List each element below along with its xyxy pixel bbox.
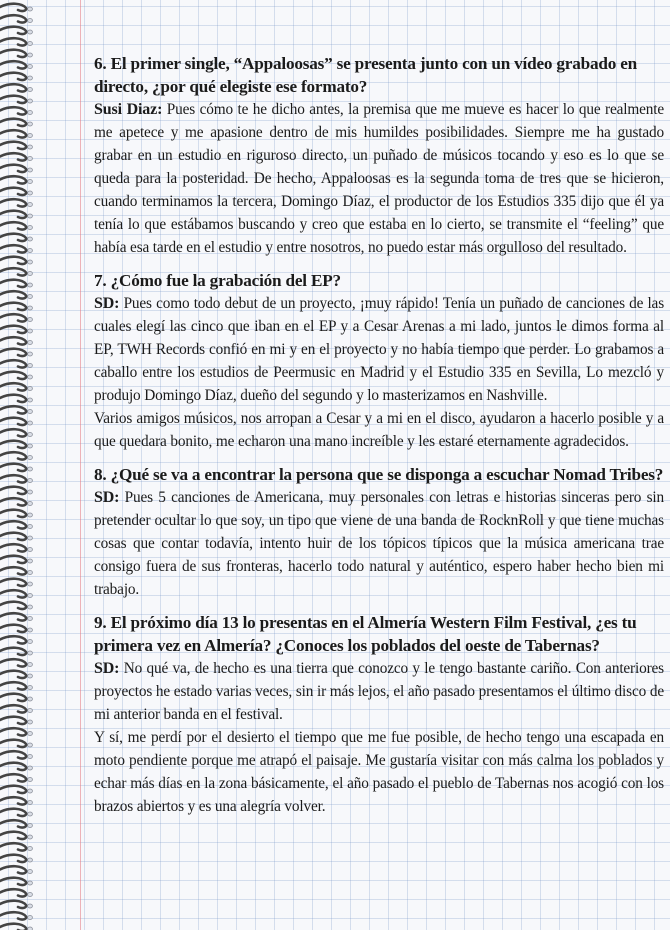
spiral-ring — [0, 38, 32, 45]
spiral-ring — [0, 498, 32, 505]
spiral-ring — [0, 797, 32, 804]
spiral-ring — [0, 510, 32, 517]
spiral-ring — [0, 372, 32, 379]
answer-7-paragraph-1 — [94, 292, 664, 407]
spiral-ring — [0, 441, 32, 448]
spiral-ring — [0, 694, 32, 701]
answer-text: Y sí, me perdí por el desierto el tiempo que me fue posible, de hecho tengo una escapada en moto pendiente porque me atrapó el paisaje. Me gustaría visitar con más calma los poblados y echar más días en la zona básicamente, el año pasado el pueblo de Tabernas nos acogió con los brazos abiertos y es una alegría volver. — [94, 729, 664, 815]
spiral-ring — [0, 452, 32, 459]
spiral-ring — [0, 280, 32, 287]
spiral-ring — [0, 153, 32, 160]
answer-speaker: SD: — [94, 295, 120, 312]
question-9: 9. El próximo día 13 lo presentas en el Almería Western Film Festival, ¿es tu primera vez en Almería? ¿Conoces los poblados del oeste de Tabernas? — [94, 613, 637, 655]
spiral-ring — [0, 889, 32, 896]
spiral-ring — [0, 199, 32, 206]
spiral-ring — [0, 901, 32, 908]
answer-speaker: SD: — [94, 660, 120, 677]
spiral-ring — [0, 521, 32, 528]
spiral-ring — [0, 671, 32, 678]
spiral-ring — [0, 843, 32, 850]
spiral-ring — [0, 717, 32, 724]
spiral-ring — [0, 96, 32, 103]
spiral-ring — [0, 257, 32, 264]
notebook-spiral-binding — [0, 0, 40, 930]
spiral-ring — [0, 625, 32, 632]
spiral-ring — [0, 487, 32, 494]
spiral-ring — [0, 349, 32, 356]
spiral-ring — [0, 429, 32, 436]
spiral-ring — [0, 751, 32, 758]
spiral-ring — [0, 602, 32, 609]
spiral-ring — [0, 15, 32, 22]
spiral-ring — [0, 533, 32, 540]
spiral-ring — [0, 395, 32, 402]
spiral-ring — [0, 73, 32, 80]
spiral-ring — [0, 50, 32, 57]
spiral-ring — [0, 314, 32, 321]
spiral-ring — [0, 464, 32, 471]
spiral-ring — [0, 636, 32, 643]
spiral-ring — [0, 176, 32, 183]
spiral-ring — [0, 740, 32, 747]
answer-8-paragraph-1 — [94, 486, 664, 601]
spiral-ring — [0, 567, 32, 574]
spiral-ring — [0, 774, 32, 781]
spiral-ring — [0, 912, 32, 919]
spiral-ring — [0, 303, 32, 310]
spiral-ring — [0, 613, 32, 620]
interview-section-8 — [94, 463, 664, 601]
answer-6-paragraph-1 — [94, 98, 664, 259]
interview-page — [94, 52, 664, 828]
spiral-ring — [0, 360, 32, 367]
answer-text: Pues cómo te he dicho antes, la premisa que me mueve es hacer lo que realmente me apetece y me apasione dentro de mis humildes posibilidades. Siempre me ha gustado grabar en un estudio en riguroso directo, un puñado de músicos tocando y eso es lo que se queda para la posteridad. De hecho, Appaloosas es la segunda toma de tres que se hicieron, cuando terminamos la tercera, Domingo Díaz, el productor de los Estudios 335 dijo que él ya tenía lo que estábamos buscando y creo que estaba en lo cierto, se transmite el “feeling” que había esa tarde en el estudio y entre nosotros, no puedo estar más orgulloso del resultado. — [94, 101, 664, 256]
spiral-ring — [0, 832, 32, 839]
question-6: 6. El primer single, “Appaloosas” se presenta junto con un vídeo grabado en directo, ¿por qué elegiste ese formato? — [94, 54, 638, 96]
spiral-ring — [0, 165, 32, 172]
spiral-ring — [0, 61, 32, 68]
spiral-ring — [0, 878, 32, 885]
spiral-ring — [0, 866, 32, 873]
spiral-ring — [0, 475, 32, 482]
spiral-ring — [0, 130, 32, 137]
answer-9-paragraph-2 — [94, 726, 664, 818]
answer-text: Pues como todo debut de un proyecto, ¡muy rápido! Tenía un puñado de canciones de las cuales elegí las cinco que iban en el EP y a Cesar Arenas a mi lado, juntos le dimos forma al EP, TWH Records confió en mi y en el proyecto y no había tiempo que perder. Lo grabamos a caballo entre los estudios de Peermusic en Madrid y el Estudio 335 en Sevilla, Lo mezcló y produjo Domingo Díaz, dueño del segundo y lo masterizamos en Nashville. — [94, 295, 664, 404]
answer-9-paragraph-1 — [94, 657, 664, 726]
spiral-ring — [0, 544, 32, 551]
answer-text: Varios amigos músicos, nos arropan a Cesar y a mi en el disco, ayudaron a hacerlo posible y a que quedara bonito, me echaron una mano increíble y les estaré eternamente agradecidos. — [94, 410, 664, 450]
interview-section-6 — [94, 52, 664, 259]
spiral-ring — [0, 406, 32, 413]
interview-section-9 — [94, 611, 664, 818]
spiral-ring — [0, 556, 32, 563]
spiral-ring — [0, 142, 32, 149]
answer-7-paragraph-2 — [94, 407, 664, 453]
spiral-ring — [0, 222, 32, 229]
spiral-ring — [0, 705, 32, 712]
notebook-margin-line — [80, 0, 81, 930]
answer-text: Pues 5 canciones de Americana, muy personales con letras e historias sinceras pero sin pretender ocultar lo que soy, un tipo que viene de una banda de RocknRoll y que tiene muchas cosas que contar todavía, intento huir de los tópicos típicos que la música americana trae consigo fuera de sus fronteras, hacerlo todo natural y auténtico, espero haber hecho bien mi trabajo. — [94, 489, 664, 598]
interview-section-7 — [94, 269, 664, 453]
spiral-ring — [0, 211, 32, 218]
question-7: 7. ¿Cómo fue la grabación del EP? — [94, 271, 341, 290]
spiral-ring — [0, 234, 32, 241]
spiral-ring — [0, 648, 32, 655]
spiral-ring — [0, 820, 32, 827]
answer-text: No qué va, de hecho es una tierra que conozco y le tengo bastante cariño. Con anteriores proyectos he estado varias veces, sin ir más lejos, el año pasado presentamos el último disco de mi anterior banda en el festival. — [94, 660, 664, 723]
spiral-ring — [0, 268, 32, 275]
spiral-ring — [0, 809, 32, 816]
spiral-ring — [0, 4, 32, 11]
spiral-rings — [0, 0, 40, 930]
spiral-ring — [0, 337, 32, 344]
answer-speaker: SD: — [94, 489, 120, 506]
spiral-ring — [0, 27, 32, 34]
spiral-ring — [0, 188, 32, 195]
spiral-ring — [0, 326, 32, 333]
spiral-ring — [0, 590, 32, 597]
spiral-ring — [0, 383, 32, 390]
spiral-ring — [0, 119, 32, 126]
spiral-ring — [0, 107, 32, 114]
answer-speaker: Susi Diaz: — [94, 101, 163, 118]
spiral-ring — [0, 924, 32, 930]
spiral-ring — [0, 84, 32, 91]
spiral-ring — [0, 855, 32, 862]
spiral-ring — [0, 763, 32, 770]
spiral-ring — [0, 786, 32, 793]
spiral-ring — [0, 245, 32, 252]
spiral-ring — [0, 682, 32, 689]
spiral-ring — [0, 579, 32, 586]
spiral-ring — [0, 418, 32, 425]
spiral-ring — [0, 659, 32, 666]
question-8: 8. ¿Qué se va a encontrar la persona que se disponga a escuchar Nomad Tribes? — [94, 465, 664, 484]
spiral-ring — [0, 291, 32, 298]
spiral-ring — [0, 728, 32, 735]
